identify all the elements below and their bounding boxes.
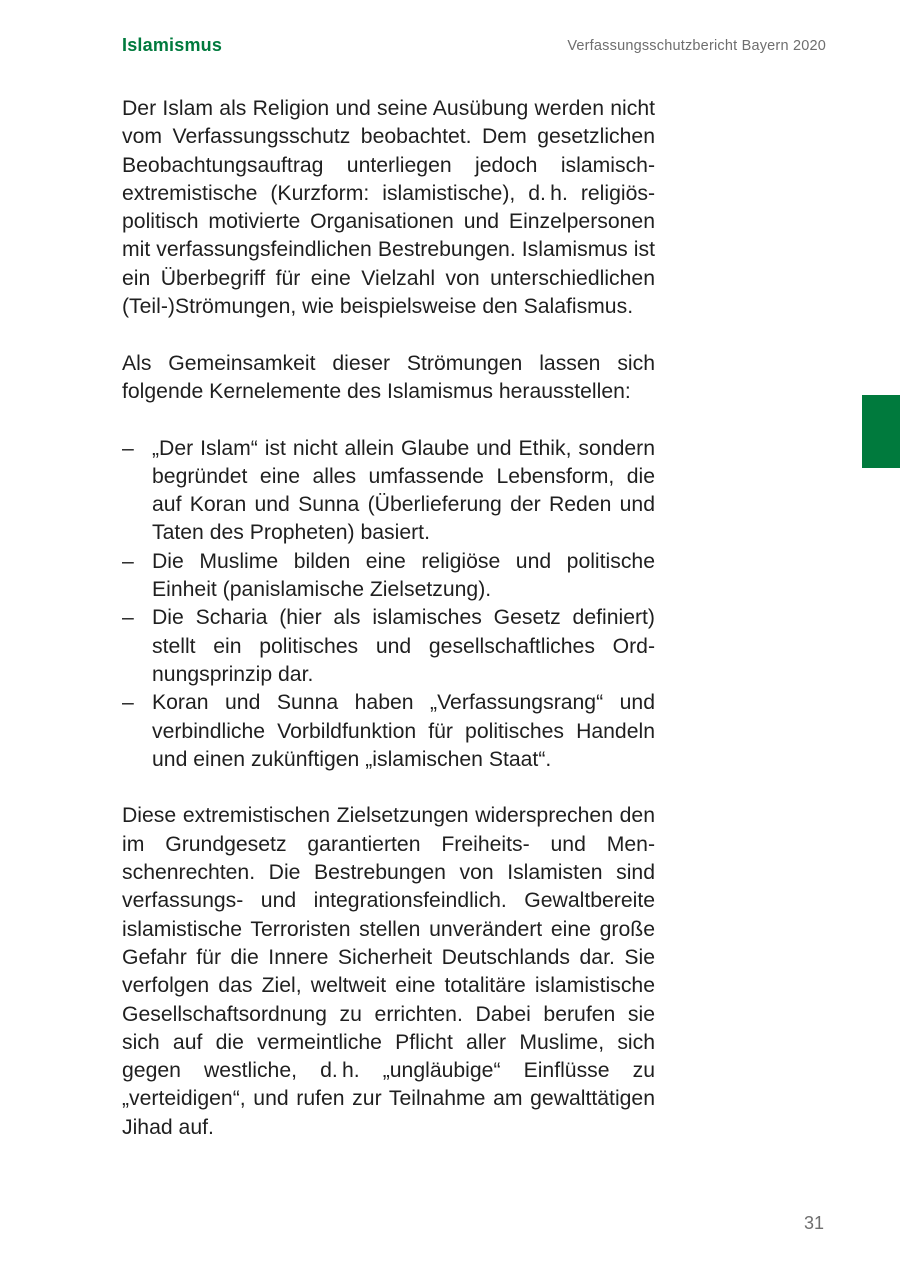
list-dash: – [122, 549, 134, 573]
list-item-text: Die Muslime bilden eine religiöse und politische Einheit (panislamische Zielsetzung). [152, 549, 655, 602]
page-number: 31 [803, 1213, 824, 1233]
list-item [122, 604, 655, 689]
main-text [122, 95, 655, 1142]
paragraph-intro: Der Islam als Religion und seine Ausübung werden nicht vom Verfassungsschutz beobachtet. Dem gesetzlichen Beobachtungsauftrag unterliegen jedoch islamisch-extremistische (Kurzform: islamistische), d. h. religiös-politisch motivierte Organisationen und Einzelpersonen mit verfassungsfeindlichen Bestrebungen. Islamismus ist ein Überbegriff für eine Vielzahl von unterschiedlichen (Teil-)Strömungen, wie beispielsweise den Salafismus. [122, 97, 655, 319]
list-item [122, 689, 655, 774]
list-item [122, 435, 655, 548]
list-item-text: Die Scharia (hier als islamisches Gesetz definiert) stellt ein politisches und gesellschaftliches Ordnungsprinzip dar. [152, 606, 655, 686]
list-dash: – [122, 606, 134, 630]
core-elements-list [122, 435, 655, 775]
list-dash: – [122, 436, 134, 460]
chapter-marker-tab [862, 395, 900, 468]
section-title: Islamismus [122, 35, 223, 55]
paragraph-core-elements: Als Gemeinsamkeit dieser Strömungen lassen sich folgende Kernelemente des Islamismus herausstellen: [122, 351, 655, 403]
list-dash: – [122, 691, 134, 715]
list-item-text: „Der Islam“ ist nicht allein Glaube und Ethik, sondern begründet eine alles umfassende Lebensform, die auf Koran und Sunna (Überlieferung der Reden und Taten des Propheten) basiert. [152, 436, 655, 545]
paragraph-threat: Diese extremistischen Zielsetzungen widersprechen den im Grundgesetz garantierten Freiheits- und Menschenrechten. Die Bestrebungen von Islamisten sind verfassungs- und integrationsfeindlich. Gewaltbereite islamistische Terroristen stellen unverändert eine große Gefahr für die Innere Sicherheit Deutschlands dar. Sie verfolgen das Ziel, weltweit eine totalitäre islamistische Gesellschaftsordnung zu errichten. Dabei berufen sie sich auf die vermeintliche Pflicht aller Muslime, sich gegen westliche, d. h. „ungläubige“ Einflüsse zu „verteidigen“, und rufen zur Teilnahme am gewalttätigen Jihad auf. [122, 804, 655, 1139]
list-item [122, 548, 655, 605]
list-item-text: Koran und Sunna haben „Verfassungsrang“ und verbindliche Vorbildfunktion für politisches Handeln und einen zukünftigen „islamischen Staat“. [152, 691, 655, 771]
report-title: Verfassungsschutzbericht Bayern 2020 [567, 38, 826, 54]
